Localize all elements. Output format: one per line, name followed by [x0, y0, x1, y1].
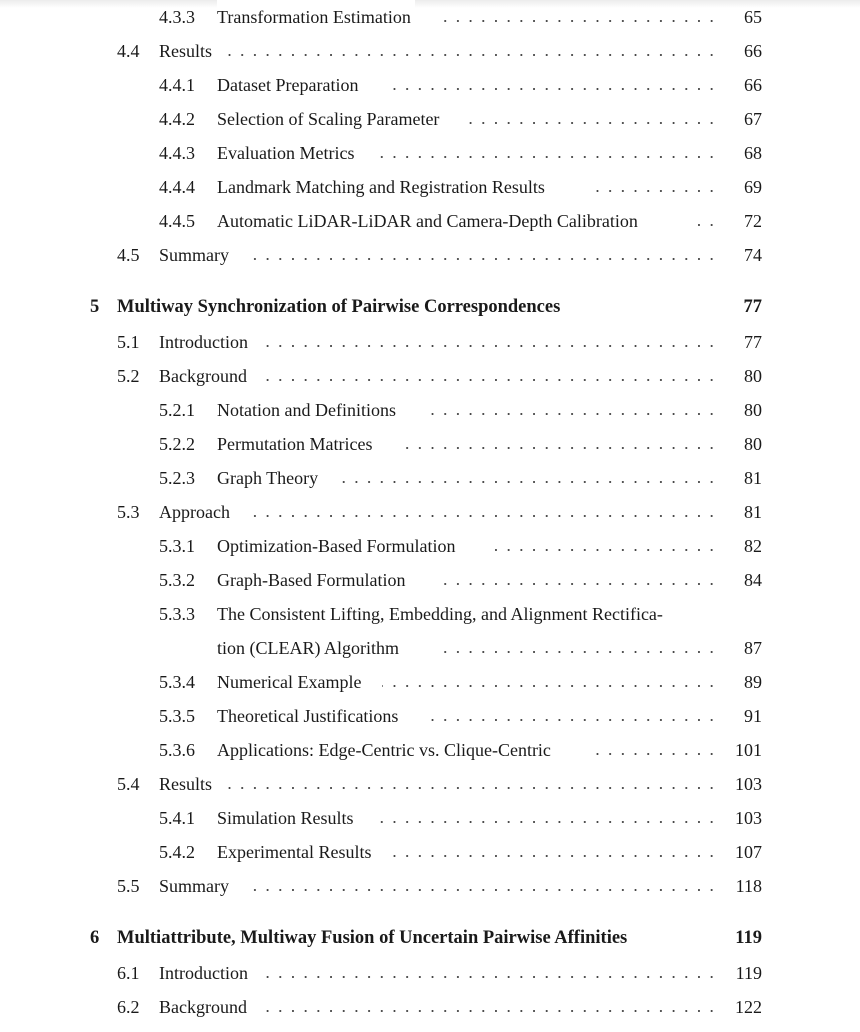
- toc-entry-title[interactable]: Simulation Results: [217, 801, 358, 835]
- toc-subsection-entry[interactable]: [0, 68, 860, 102]
- dot-leader: [594, 170, 718, 204]
- dot-leader: [247, 495, 718, 529]
- dot-leader: [262, 990, 718, 1024]
- toc-entry-page-number[interactable]: 103: [735, 774, 762, 794]
- toc-entry-page-number[interactable]: 80: [744, 434, 762, 454]
- toc-entry-number: 4.4.1: [159, 75, 195, 95]
- toc-entry-title[interactable]: Graph-Based Formulation: [217, 563, 409, 597]
- toc-entry-title[interactable]: Graph Theory: [217, 461, 322, 495]
- toc-entry-title[interactable]: Results: [159, 767, 216, 801]
- toc-entry-title[interactable]: Experimental Results: [217, 835, 375, 869]
- toc-entry-page-number[interactable]: 65: [744, 7, 762, 27]
- toc-entry-number: 5.3: [117, 502, 140, 522]
- toc-entry-number: 5.1: [117, 332, 140, 352]
- dot-leader: [392, 835, 718, 869]
- toc-subsection-entry[interactable]: [0, 204, 860, 238]
- dot-leader: [382, 665, 718, 699]
- toc-subsection-entry[interactable]: [0, 563, 860, 597]
- toc-entry-page-number[interactable]: 119: [735, 963, 762, 983]
- toc-entry-page-number[interactable]: 107: [735, 842, 762, 862]
- toc-subsection-entry[interactable]: [0, 733, 860, 767]
- toc-entry-page-number[interactable]: 119: [735, 928, 762, 948]
- dot-leader: [594, 733, 718, 767]
- toc-entry-title[interactable]: Results: [159, 34, 216, 68]
- toc-entry-title[interactable]: Notation and Definitions: [217, 393, 400, 427]
- dot-leader: [436, 631, 718, 665]
- toc-entry-page-number[interactable]: 77: [744, 332, 762, 352]
- dot-leader: [264, 956, 718, 990]
- toc-subsection-entry[interactable]: [0, 393, 860, 427]
- toc-entry-page-number[interactable]: 84: [744, 570, 762, 590]
- toc-entry-number: 4.4.3: [159, 143, 195, 163]
- toc-entry-page-number[interactable]: 87: [744, 638, 762, 658]
- toc-subsection-entry[interactable]: [0, 170, 860, 204]
- toc-entry-page-number[interactable]: 103: [735, 808, 762, 828]
- toc-entry-page-number[interactable]: 81: [744, 502, 762, 522]
- dot-leader: [424, 699, 718, 733]
- toc-entry-number: 5.2.1: [159, 400, 195, 420]
- toc-chapter-entry[interactable]: [0, 921, 860, 955]
- toc-section-entry[interactable]: [0, 990, 860, 1024]
- toc-entry-page-number[interactable]: 77: [743, 297, 762, 317]
- toc-entry-page-number[interactable]: 81: [744, 468, 762, 488]
- dot-leader: [390, 68, 718, 102]
- toc-entry-number: 5: [90, 297, 100, 317]
- toc-subsection-entry[interactable]: [0, 801, 860, 835]
- toc-entry-page-number[interactable]: 118: [735, 876, 762, 896]
- dot-leader: [262, 359, 718, 393]
- toc-subsection-entry[interactable]: [0, 136, 860, 170]
- dot-leader: [247, 869, 718, 903]
- toc-entry-number: 4.3.3: [159, 7, 195, 27]
- toc-entry-title[interactable]: Evaluation Metrics: [217, 136, 358, 170]
- toc-entry-title[interactable]: Multiway Synchronization of Pairwise Correspondences: [117, 290, 564, 324]
- toc-subsection-entry[interactable]: [0, 102, 860, 136]
- toc-entry-number: 5.3.1: [159, 536, 195, 556]
- toc-entry-title[interactable]: Selection of Scaling Parameter: [217, 102, 443, 136]
- toc-section-entry[interactable]: [0, 325, 860, 359]
- dot-leader: [247, 238, 718, 272]
- toc-entry-title[interactable]: Dataset Preparation: [217, 68, 362, 102]
- toc-entry-page-number[interactable]: 68: [744, 143, 762, 163]
- toc-entry-title[interactable]: Landmark Matching and Registration Results: [217, 170, 549, 204]
- dot-leader: [222, 34, 718, 68]
- toc-entry-number: 5.3.5: [159, 706, 195, 726]
- toc-entry-number: 6.1: [117, 963, 140, 983]
- dot-leader: [436, 563, 718, 597]
- toc-section-entry[interactable]: [0, 869, 860, 903]
- toc-entry-number: 5.2.2: [159, 434, 195, 454]
- toc-section-entry[interactable]: [0, 956, 860, 990]
- dot-leader: [488, 529, 718, 563]
- dot-leader: [378, 136, 718, 170]
- dot-leader: [425, 393, 718, 427]
- toc-entry-title[interactable]: Introduction: [159, 325, 252, 359]
- toc-entry-page-number[interactable]: 80: [744, 366, 762, 386]
- toc-entry-title[interactable]: Applications: Edge-Centric vs. Clique-Centric: [217, 733, 555, 767]
- dot-leader: [396, 427, 718, 461]
- toc-entry-title[interactable]: The Consistent Lifting, Embedding, and Alignment Rectifica-: [217, 597, 667, 631]
- toc-entry-number: 4.4.4: [159, 177, 195, 197]
- toc-entry-title[interactable]: Theoretical Justifications: [217, 699, 402, 733]
- toc-subsection-entry[interactable]: [0, 665, 860, 699]
- toc-entry-title[interactable]: Optimization-Based Formulation: [217, 529, 459, 563]
- toc-entry-title[interactable]: Background: [159, 990, 251, 1024]
- toc-subsection-entry[interactable]: [0, 529, 860, 563]
- toc-entry-page-number[interactable]: 101: [735, 740, 762, 760]
- toc-entry-number: 4.4.2: [159, 109, 195, 129]
- toc-entry-page-number[interactable]: 69: [744, 177, 762, 197]
- toc-subsection-entry[interactable]: [0, 427, 860, 461]
- toc-entry-page-number[interactable]: 66: [744, 75, 762, 95]
- toc-entry-number: 5.4.2: [159, 842, 195, 862]
- toc-entry-title[interactable]: Multiattribute, Multiway Fusion of Uncertain Pairwise Affinities: [117, 921, 631, 955]
- dot-leader: [336, 461, 718, 495]
- toc-entry-number: 5.4.1: [159, 808, 195, 828]
- toc-entry-page-number[interactable]: 67: [744, 109, 762, 129]
- toc-entry-number: 5.3.6: [159, 740, 195, 760]
- toc-entry-page-number[interactable]: 82: [744, 536, 762, 556]
- dot-leader: [222, 767, 718, 801]
- toc-entry-title[interactable]: Numerical Example: [217, 665, 365, 699]
- toc-subsection-entry[interactable]: [0, 597, 860, 631]
- toc-section-entry[interactable]: [0, 238, 860, 272]
- toc-entry-title[interactable]: Permutation Matrices: [217, 427, 376, 461]
- toc-subsection-entry[interactable]: [0, 699, 860, 733]
- toc-entry-number: 5.4: [117, 774, 140, 794]
- dot-leader: [377, 801, 718, 835]
- dot-leader: [440, 0, 718, 34]
- toc-entry-title[interactable]: tion (CLEAR) Algorithm: [217, 631, 403, 665]
- toc-entry-title[interactable]: Introduction: [159, 956, 252, 990]
- toc-section-entry[interactable]: [0, 767, 860, 801]
- toc-section-entry[interactable]: [0, 359, 860, 393]
- toc-entry-title[interactable]: Summary: [159, 869, 233, 903]
- toc-entry-number: 5.2: [117, 366, 140, 386]
- toc-entry-number: 4.4.5: [159, 211, 195, 231]
- toc-entry-number: 5.2.3: [159, 468, 195, 488]
- toc-entry-number: 4.4: [117, 41, 140, 61]
- toc-section-entry[interactable]: [0, 34, 860, 68]
- dot-leader: [264, 325, 718, 359]
- toc-entry-number: 6.2: [117, 997, 140, 1017]
- toc-entry-number: 5.5: [117, 876, 140, 896]
- toc-subsection-entry[interactable]: [0, 835, 860, 869]
- toc-subsection-entry[interactable]: [0, 461, 860, 495]
- toc-entry-page-number[interactable]: 122: [735, 997, 762, 1017]
- toc-entry-title[interactable]: Automatic LiDAR-LiDAR and Camera-Depth Calibration: [217, 204, 642, 238]
- toc-entry-page-number[interactable]: 72: [744, 211, 762, 231]
- toc-entry-title[interactable]: Summary: [159, 238, 233, 272]
- toc-entry-page-number[interactable]: 80: [744, 400, 762, 420]
- dot-leader: [694, 204, 718, 238]
- toc-chapter-entry[interactable]: [0, 290, 860, 324]
- toc-entry-title[interactable]: Approach: [159, 495, 234, 529]
- toc-entry-number: 5.3.2: [159, 570, 195, 590]
- toc-entry-page-number[interactable]: 91: [744, 706, 762, 726]
- toc-subsection-entry[interactable]: [0, 631, 860, 665]
- dot-leader: [466, 102, 718, 136]
- toc-subsection-entry[interactable]: [0, 0, 860, 34]
- toc-entry-number: 5.3.4: [159, 672, 195, 692]
- toc-entry-page-number[interactable]: 89: [744, 672, 762, 692]
- toc-entry-page-number[interactable]: 74: [744, 245, 762, 265]
- toc-entry-title[interactable]: Transformation Estimation: [217, 0, 415, 34]
- toc-entry-number: 4.5: [117, 245, 140, 265]
- toc-entry-title[interactable]: Background: [159, 359, 251, 393]
- toc-entry-number: 6: [90, 928, 100, 948]
- toc-entry-number: 5.3.3: [159, 604, 195, 624]
- toc-entry-page-number[interactable]: 66: [744, 41, 762, 61]
- toc-section-entry[interactable]: [0, 495, 860, 529]
